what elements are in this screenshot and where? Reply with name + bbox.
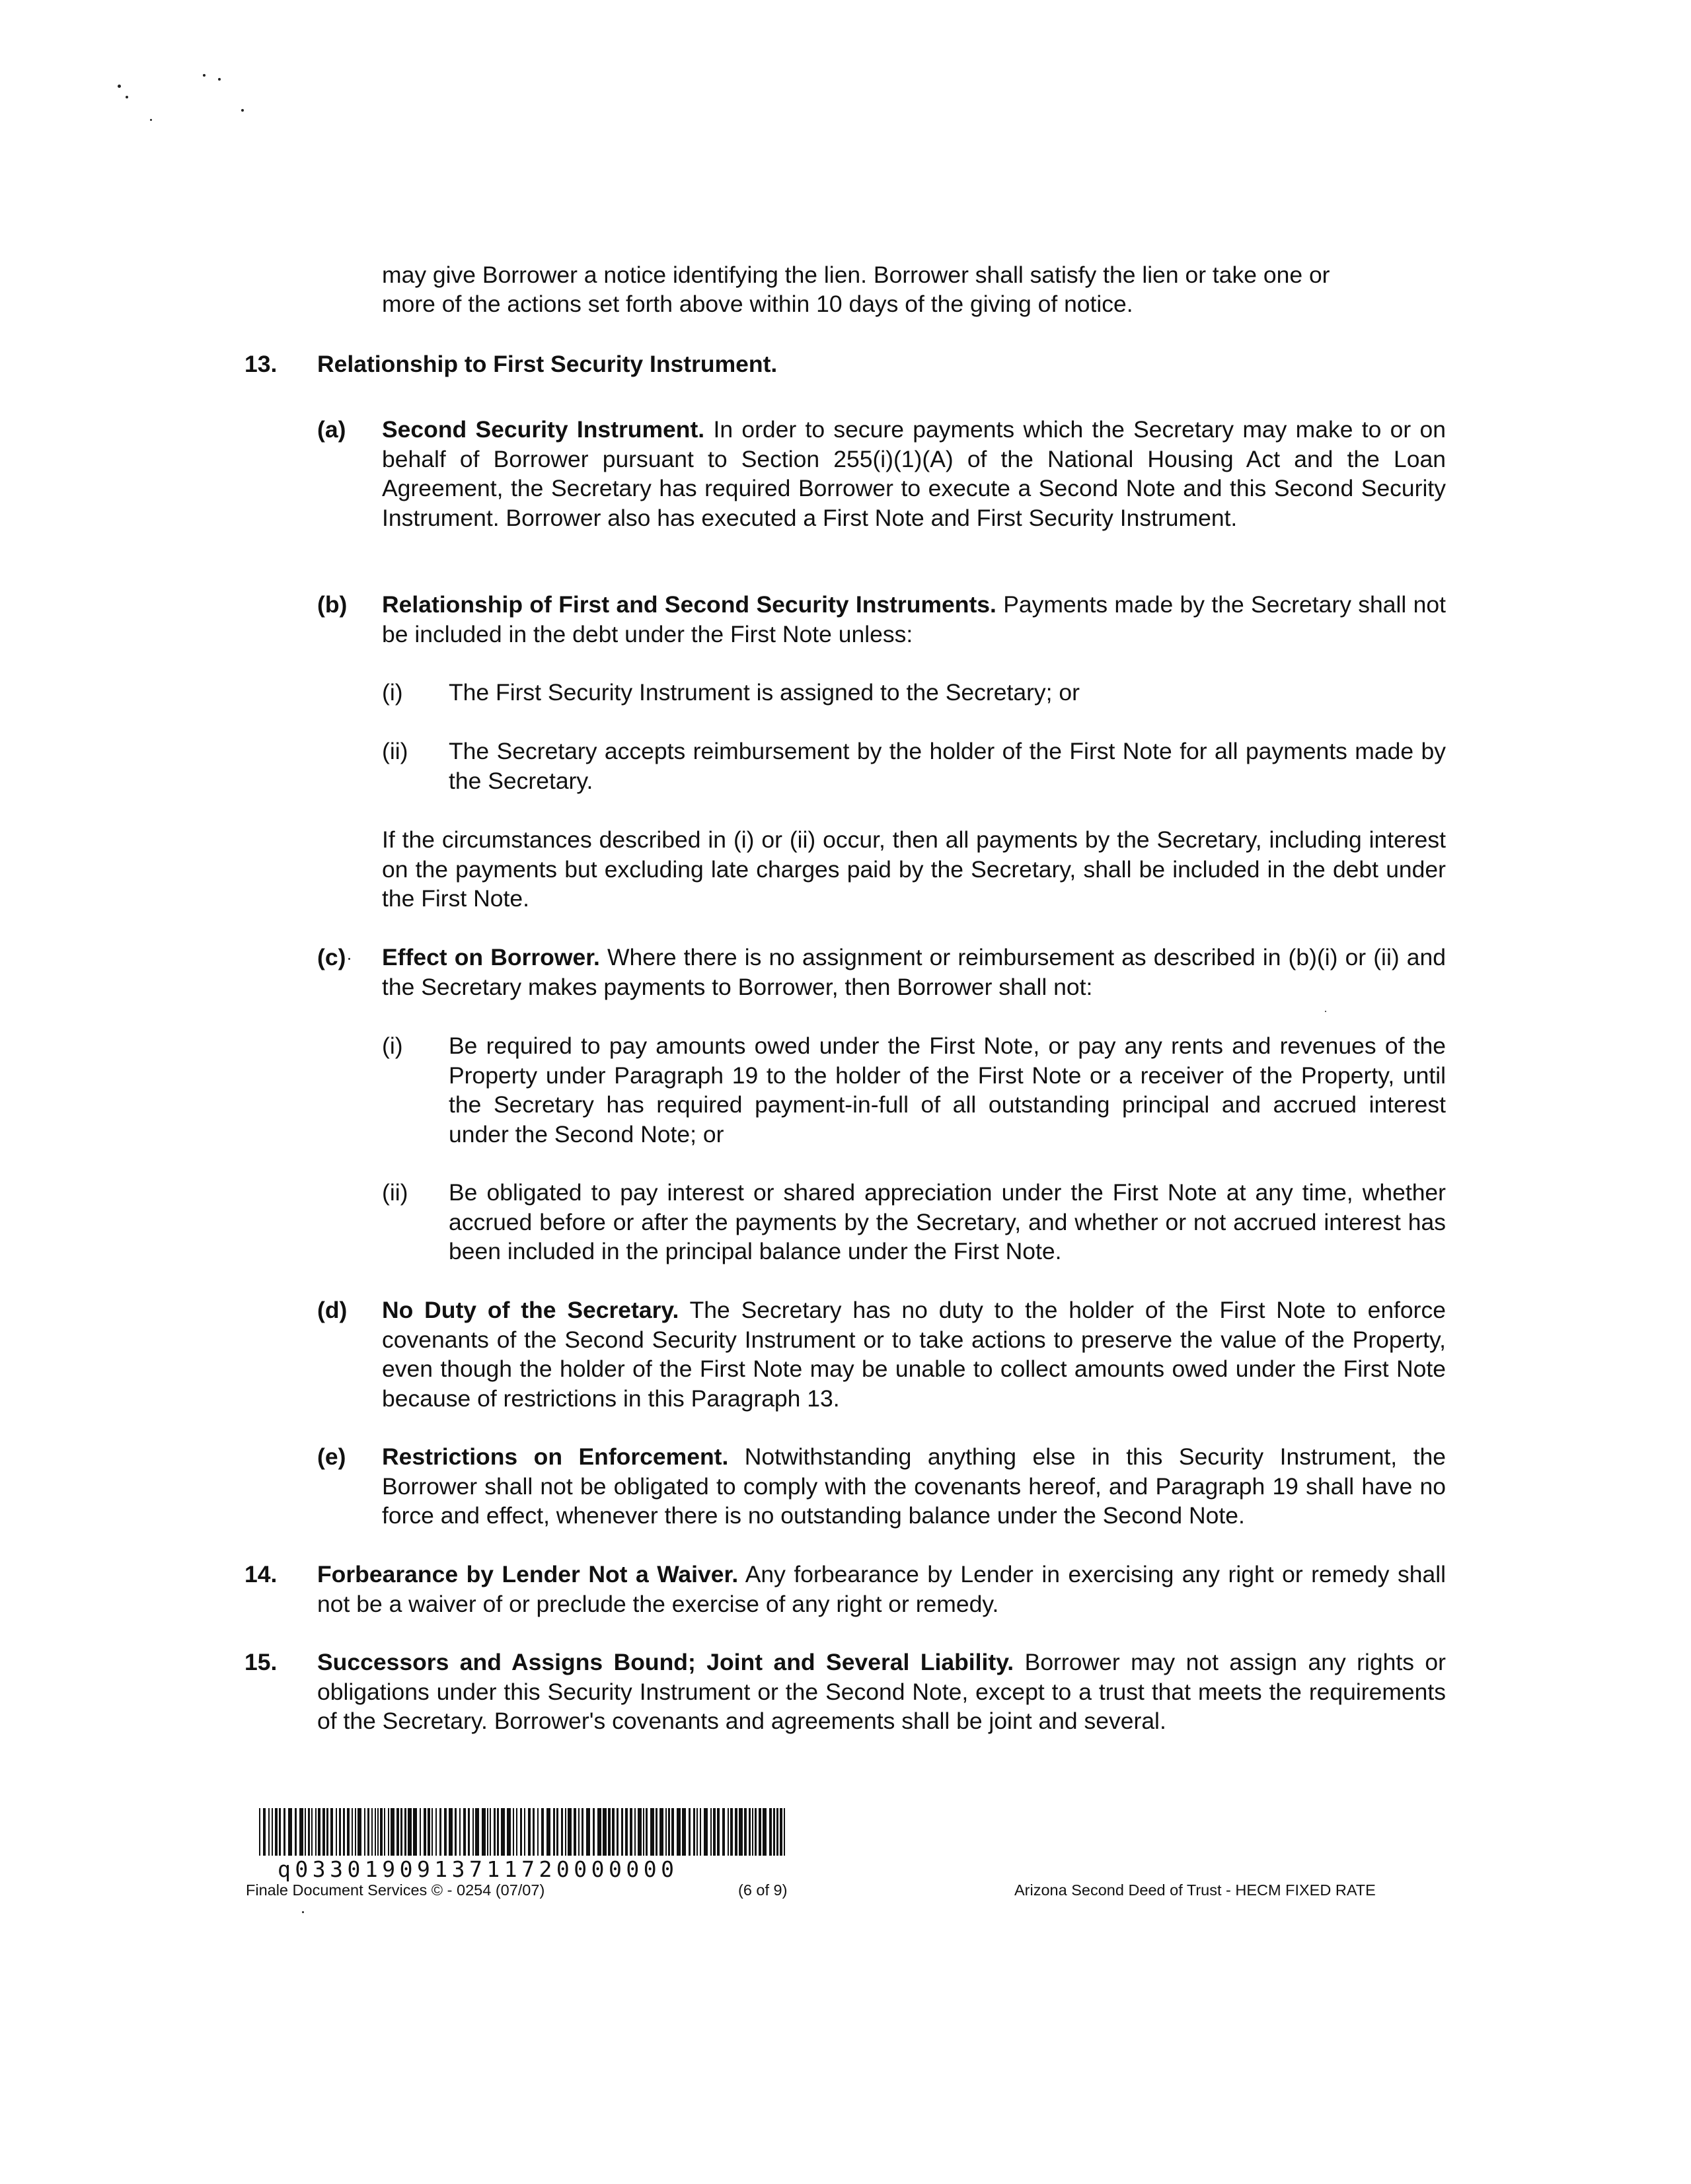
barcode-bar (428, 1808, 430, 1856)
barcode-bar (347, 1808, 350, 1856)
section-13c-item-1-text: Be required to pay amounts owed under the First Note, or pay any rents and revenues of the Property under Paragraph 19 to the holder of the First Note or a receiver of the Property, until the Secretary has required payment-in-full of all outstanding principal and accrued interest under the Second Note; or (449, 1033, 1446, 1147)
section-15-number: 15. (244, 1649, 278, 1675)
barcode-bar (568, 1808, 572, 1856)
section-13e-text: Notwithstanding anything else in this Security Instrument, the Borrower shall not be obligated to comply with the covenants hereof, and Paragraph 19 shall have no force and effect, whenever there is no outstanding balance under the Second Note. (382, 1443, 1446, 1529)
barcode-bar (439, 1808, 441, 1856)
barcode-bar (646, 1808, 648, 1856)
barcode-bar (472, 1808, 474, 1856)
section-13d-label: (d) (317, 1297, 348, 1323)
continuation-line-2: more of the actions set forth above within 10 days of the giving of notice. (382, 291, 1133, 317)
section-13b-label: (b) (317, 591, 348, 618)
barcode-bar (318, 1808, 320, 1856)
barcode-bar (546, 1808, 550, 1856)
barcode-bar (367, 1808, 369, 1856)
barcode-bar (612, 1808, 615, 1856)
barcode-bar (638, 1808, 642, 1856)
barcode-bar (408, 1808, 412, 1856)
barcode-bar (528, 1808, 531, 1856)
section-14-paragraph (317, 1560, 1446, 1619)
section-13e-title: Restrictions on Enforcement. (382, 1443, 729, 1470)
barcode-bar (533, 1808, 535, 1856)
section-13e-paragraph (382, 1442, 1446, 1531)
barcode-bar (704, 1808, 708, 1856)
barcode-bar (752, 1808, 753, 1856)
section-13a-title: Second Security Instrument. (382, 416, 705, 443)
scan-speck (241, 109, 244, 112)
barcode-bar (773, 1808, 775, 1856)
barcode-bar (501, 1808, 505, 1856)
barcode-bar (625, 1808, 628, 1856)
barcode-bar (330, 1808, 333, 1856)
barcode-bar (739, 1808, 743, 1856)
section-13b-closing: If the circumstances described in (i) or (ii) occur, then all payments by the Secretary, including interest on the payments but excluding late charges paid by the Secretary, shall be included in the debt under the First Note. (382, 826, 1446, 912)
barcode-bar (463, 1808, 466, 1856)
barcode-bar (565, 1808, 566, 1856)
barcode-bar (730, 1808, 733, 1856)
scan-speck (203, 74, 206, 77)
barcode-bar (582, 1808, 583, 1856)
barcode-bar (404, 1808, 406, 1856)
barcode-bar (507, 1808, 511, 1856)
barcode-bar (671, 1808, 674, 1856)
barcode-bar (497, 1808, 499, 1856)
section-13c-item-2-text: Be obligated to pay interest or shared appreciation under the First Note at any time, whether accrued before or after the payments by the Secretary, and whether or not accrued interest has been included in the principal balance under the First Note. (449, 1179, 1446, 1265)
continuation-line-1: may give Borrower a notice identifying the lien. Borrower shall satisfy the lien or take one or (382, 262, 1330, 288)
barcode-bar (494, 1808, 496, 1856)
footer-left: Finale Document Services © - 0254 (07/07) (246, 1881, 545, 1899)
section-13b-paragraph (382, 590, 1446, 649)
section-15-title: Successors and Assigns Bound; Joint and Several Liability. (317, 1649, 1014, 1675)
barcode-bar (634, 1808, 636, 1856)
barcode-bar (665, 1808, 667, 1856)
section-13b-text: Payments made by the Secretary shall not be included in the debt under the First Note unless: (382, 591, 1446, 647)
section-13b-item-1-label: (i) (382, 679, 403, 706)
barcode-bar (578, 1808, 580, 1856)
scan-speck (348, 958, 350, 960)
barcode-bar (696, 1808, 698, 1856)
barcode-bar (784, 1808, 785, 1856)
barcode-bar (432, 1808, 433, 1856)
section-13c-paragraph (382, 943, 1446, 1001)
section-13b-item-1-text: The First Security Instrument is assigned to the Secretary; or (449, 679, 1080, 706)
barcode-bar (487, 1808, 488, 1856)
scan-speck (218, 78, 221, 81)
barcode-bar (735, 1808, 737, 1856)
barcode-bar (728, 1808, 729, 1856)
barcode-bar (364, 1808, 365, 1856)
barcode-bar (322, 1808, 325, 1856)
scan-speck (302, 1911, 304, 1913)
section-13a-paragraph (382, 415, 1446, 532)
barcode-bar (288, 1808, 292, 1856)
barcode-bar (513, 1808, 514, 1856)
barcode-bar (593, 1808, 595, 1856)
scan-speck (1325, 1011, 1326, 1012)
section-13c-title: Effect on Borrower. (382, 944, 600, 970)
section-13b-title: Relationship of First and Second Security Instruments. (382, 591, 996, 618)
barcode-bar (722, 1808, 725, 1856)
barcode-bar (621, 1808, 623, 1856)
barcode-bar (449, 1808, 453, 1856)
barcode-bar (420, 1808, 421, 1856)
barcode-bar (375, 1808, 376, 1856)
barcode-bar (315, 1808, 317, 1856)
barcode-bar (272, 1808, 273, 1856)
section-13b-item-2-label: (ii) (382, 738, 408, 764)
section-13d-text: The Secretary has no duty to the holder of the First Note to enforce covenants of the Second Security Instrument or to take actions to preserve the value of the Property, even though the holder of the First Note may be unable to collect amounts owed under the First Note because of restrictions in this Paragraph 13. (382, 1297, 1446, 1412)
barcode-bar (339, 1808, 341, 1856)
barcode-bar (259, 1808, 260, 1856)
section-13c-item-1-label: (i) (382, 1033, 403, 1059)
barcode-bar (524, 1808, 525, 1856)
barcode-bar (763, 1808, 767, 1856)
barcode-bar (275, 1808, 278, 1856)
barcode-bar (396, 1808, 399, 1856)
barcode-bar (776, 1808, 778, 1856)
barcode-bar (380, 1808, 383, 1856)
section-13c-text: Where there is no assignment or reimbursement as described in (b)(i) or (ii) and the Secretary makes payments to Borrower, then Borrower shall not: (382, 944, 1446, 1000)
barcode-bar (780, 1808, 782, 1856)
barcode-bar (650, 1808, 654, 1856)
barcode-bar (586, 1808, 590, 1856)
section-15-text: Borrower may not assign any rights or obligations under this Security Instrument or the Second Note, except to a trust that meets the requirements of the Secretary. Borrower's covenants and agreements shall be joint and several. (317, 1649, 1446, 1735)
scan-speck (150, 119, 152, 121)
barcode-bar (597, 1808, 601, 1856)
barcode-bar (769, 1808, 772, 1856)
barcode-bar (556, 1808, 558, 1856)
barcode-bar (295, 1808, 297, 1856)
barcode-bar (482, 1808, 486, 1856)
barcode-bar (693, 1808, 695, 1856)
section-14-text: Any forbearance by Lender in exercising any right or remedy shall not be a waiver of or preclude the exercise of any right or remedy. (317, 1561, 1446, 1617)
barcode-bar (263, 1808, 266, 1856)
barcode-bar (490, 1808, 491, 1856)
barcode-bar (659, 1808, 663, 1856)
section-13c-item-2-label: (ii) (382, 1179, 408, 1206)
barcode-bar (656, 1808, 658, 1856)
barcode-bar (400, 1808, 402, 1856)
barcode-bar (668, 1808, 670, 1856)
barcode-bar (677, 1808, 681, 1856)
barcode-bar (689, 1808, 691, 1856)
barcode-bar (326, 1808, 328, 1856)
barcode-bar (516, 1808, 517, 1856)
barcode-bar (717, 1808, 720, 1856)
barcode-bar (308, 1808, 310, 1856)
barcode-bar (343, 1808, 345, 1856)
barcode-bar (444, 1808, 447, 1856)
barcode-bar (355, 1808, 356, 1856)
section-13e-label: (e) (317, 1443, 346, 1470)
barcode-bar (352, 1808, 353, 1856)
section-13d-paragraph (382, 1295, 1446, 1413)
barcode-bar (700, 1808, 701, 1856)
barcode-bar (388, 1808, 389, 1856)
barcode-bar (283, 1808, 285, 1856)
barcode-bar (755, 1808, 757, 1856)
barcode-bar (468, 1808, 470, 1856)
barcode-bar (424, 1808, 426, 1856)
footer-right: Arizona Second Deed of Trust - HECM FIXED RATE (1014, 1881, 1376, 1899)
section-13a-text: In order to secure payments which the Secretary may make to or on behalf of Borrower pursuant to Section 255(i)(1)(A) of the National Housing Act and the Loan Agreement, the Secretary has required Borrower to execute a Second Note and this Second Security Instrument. Borrower also has executed a First Note and First Security Instrument. (382, 416, 1446, 531)
barcode-bar (377, 1808, 379, 1856)
barcode-bar (435, 1808, 437, 1856)
barcode-bar (455, 1808, 457, 1856)
barcode-bar (713, 1808, 716, 1856)
barcode-bar (459, 1808, 461, 1856)
section-14-number: 14. (244, 1561, 278, 1587)
barcode-bar (357, 1808, 361, 1856)
section-13d-title: No Duty of the Secretary. (382, 1297, 679, 1323)
section-13-number: 13. (244, 351, 278, 377)
barcode-bar (520, 1808, 522, 1856)
barcode-bar (311, 1808, 313, 1856)
section-13b-item-2-text: The Secretary accepts reimbursement by the holder of the First Note for all payments made by the Secretary. (449, 738, 1446, 794)
barcode-bar (710, 1808, 712, 1856)
barcode-bar (759, 1808, 761, 1856)
barcode-bar (279, 1808, 281, 1856)
barcode-bar (630, 1808, 632, 1856)
section-13c-label: (c) (317, 944, 346, 970)
barcode-bar (603, 1808, 607, 1856)
barcode-bar (299, 1808, 303, 1856)
barcode-bar (749, 1808, 751, 1856)
section-14-title: Forbearance by Lender Not a Waiver. (317, 1561, 739, 1587)
barcode-bar (384, 1808, 385, 1856)
barcode-bar (391, 1808, 395, 1856)
barcode-text: q0330190913711720000000 (278, 1856, 679, 1882)
barcode-bar (617, 1808, 619, 1856)
scan-speck (126, 96, 128, 98)
barcode-bar (574, 1808, 576, 1856)
section-13a-label: (a) (317, 416, 346, 443)
barcode-bar (744, 1808, 747, 1856)
barcode-bar (608, 1808, 611, 1856)
barcode-bar (336, 1808, 337, 1856)
barcode-bar (643, 1808, 644, 1856)
barcode-bar (475, 1808, 479, 1856)
barcode-bar (541, 1808, 544, 1856)
barcode-bar (553, 1808, 555, 1856)
barcode-bar (537, 1808, 539, 1856)
barcode-bar (682, 1808, 686, 1856)
scan-speck (118, 85, 121, 88)
section-15-paragraph (317, 1648, 1446, 1736)
barcode-bar (305, 1808, 306, 1856)
footer-page-number: (6 of 9) (738, 1881, 788, 1899)
section-13-heading: Relationship to First Security Instrument. (317, 351, 778, 377)
barcode-bar (561, 1808, 563, 1856)
barcode-bar (413, 1808, 417, 1856)
barcode-bar (268, 1808, 270, 1856)
barcode-bar (371, 1808, 373, 1856)
